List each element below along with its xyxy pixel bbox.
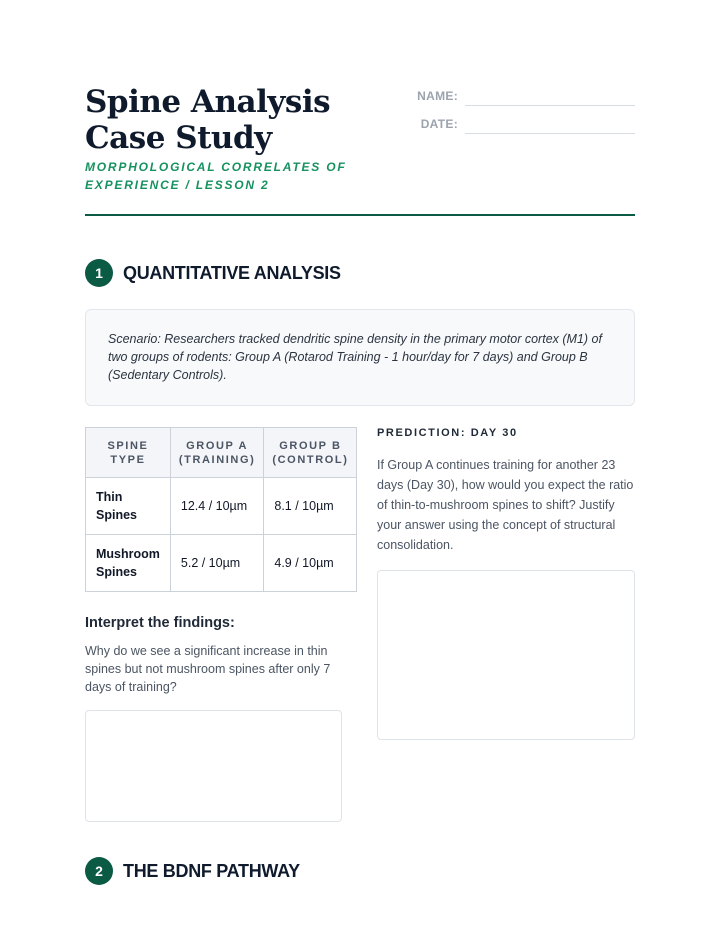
spine-density-table [85, 427, 357, 592]
prediction-question: If Group A continues training for another 23 days (Day 30), how would you expect the ratio of thin-to-mushroom spines to shift? Justify your answer using the concept of structural consolidation. [377, 458, 634, 552]
row-label: Thin Spines [86, 478, 171, 535]
table-header-row [86, 428, 357, 478]
date-field[interactable] [405, 113, 635, 135]
prediction-label: PREDICTION: DAY 30 [377, 427, 518, 439]
date-label: DATE: [420, 117, 458, 131]
table-row [86, 478, 357, 535]
interpret-heading: Interpret the findings: [85, 615, 235, 631]
table-cell: 5.2 / 10µm [170, 535, 263, 592]
page-subtitle: MORPHOLOGICAL CORRELATES OF EXPERIENCE / LESSON 2 [85, 160, 347, 192]
name-input-line[interactable] [465, 105, 635, 106]
table-cell: 8.1 / 10µm [264, 478, 357, 535]
column-header: GROUP A (TRAINING) [170, 428, 263, 478]
header-divider [85, 214, 635, 216]
name-label: NAME: [417, 89, 458, 103]
table-row [86, 535, 357, 592]
page-title: Spine Analysis Case Study [85, 84, 331, 156]
worksheet-page [85, 0, 635, 932]
interpret-question: Why do we see a significant increase in thin spines but not mushroom spines after only 7 days of training? [85, 644, 331, 694]
section-title: THE BDNF PATHWAY [123, 861, 300, 881]
table-cell: 4.9 / 10µm [264, 535, 357, 592]
row-label: Mushroom Spines [86, 535, 171, 592]
column-header: SPINE TYPE [86, 428, 171, 478]
column-header: GROUP B (CONTROL) [264, 428, 357, 478]
section-number-badge: 1 [85, 259, 113, 287]
scenario-box: Scenario: Researchers tracked dendritic spine density in the primary motor cortex (M1) of two groups of rodents: Group A (Rotarod Training - 1 hour/day for 7 days) and Group B (Sedentary Controls). [85, 309, 635, 406]
date-input-line[interactable] [465, 133, 635, 134]
table-cell: 12.4 / 10µm [170, 478, 263, 535]
interpret-answer-box[interactable] [85, 710, 342, 822]
section-title: QUANTITATIVE ANALYSIS [123, 263, 341, 283]
section-number-badge: 2 [85, 857, 113, 885]
name-field[interactable] [405, 85, 635, 107]
prediction-answer-box[interactable] [377, 570, 635, 740]
